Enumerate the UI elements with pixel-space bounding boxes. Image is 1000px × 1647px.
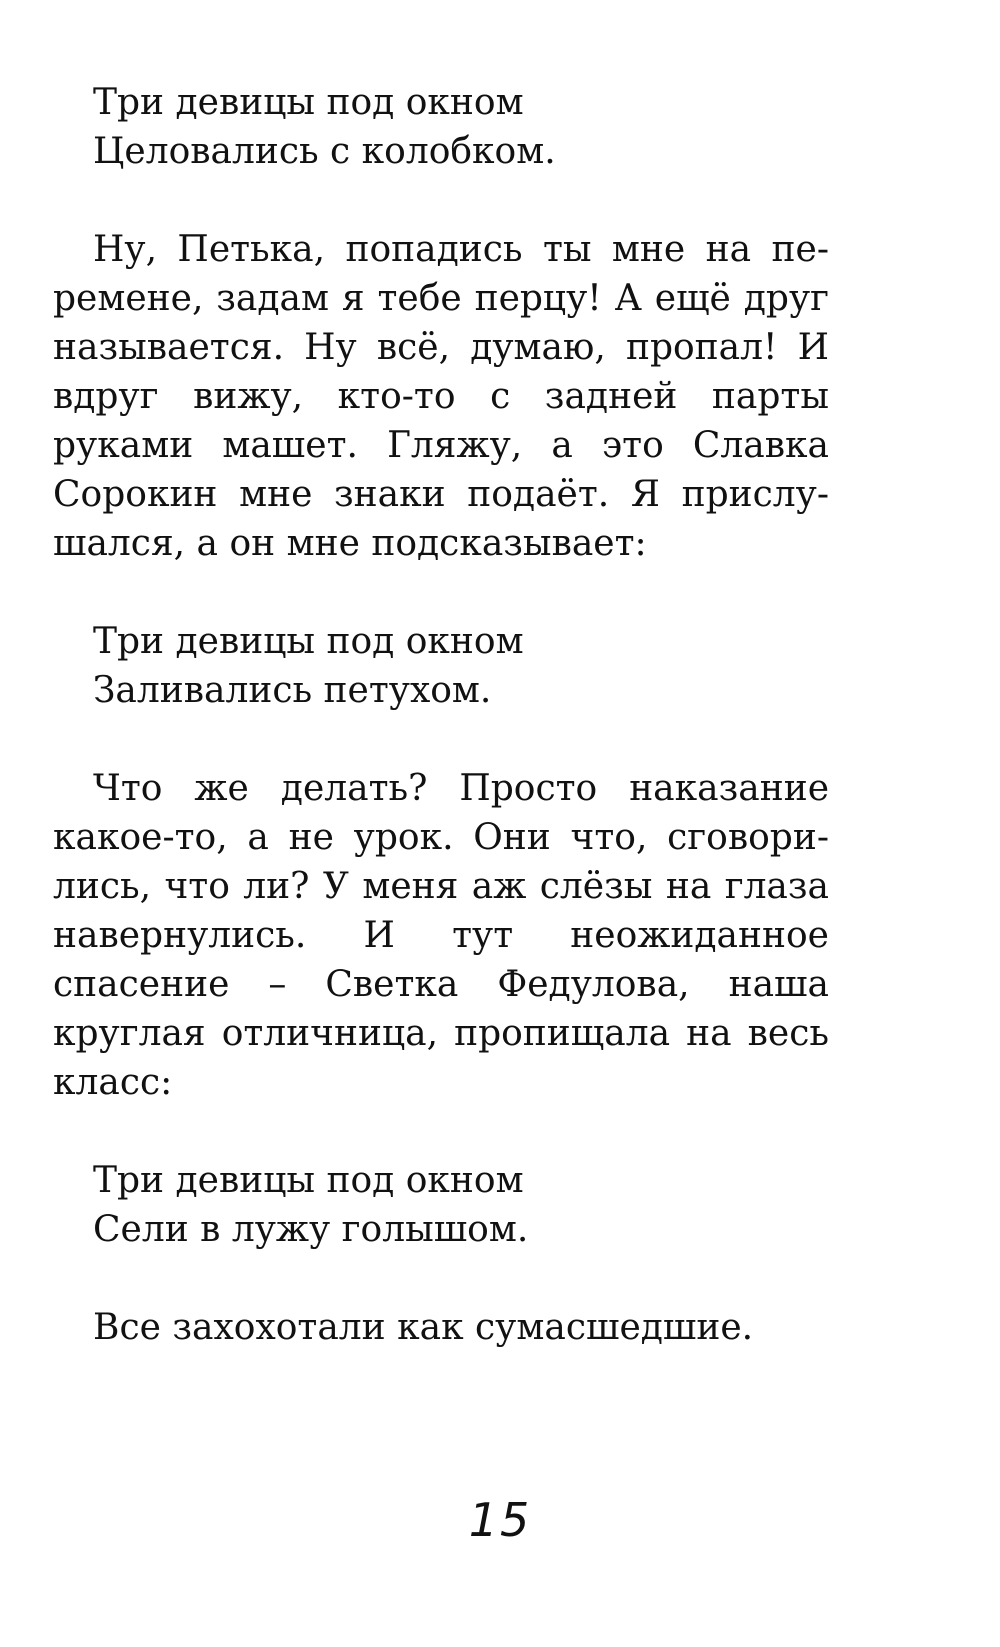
page-number: 15 <box>468 1493 532 1547</box>
closing-sentence: Все захохотали как сумасшедшие. <box>93 1307 754 1348</box>
stanza-gap <box>53 568 829 617</box>
page-text <box>53 78 829 1352</box>
verse-line: Три девицы под окном <box>93 82 524 123</box>
stanza-gap <box>53 715 829 764</box>
verse-line: Три девицы под окном <box>93 621 524 662</box>
stanza-gap <box>53 1254 829 1303</box>
verse-line: Сели в лужу голышом. <box>93 1209 529 1250</box>
stanza-gap <box>53 176 829 225</box>
paragraph-1: Ну, Петька, попадись ты мне на перемене, задам я тебе перцу! А ещё друг называется. Ну всё, думаю, пропал! И вдруг вижу, кто-то с задней парты руками машет. Гляжу, а это Славка Сорокин мне знаки подаёт. Я прислушался, а он мне подсказывает: <box>53 229 829 564</box>
verse-3 <box>53 1156 829 1254</box>
verse-line: Три девицы под окном <box>93 1160 524 1201</box>
verse-line: Целовались с колобком. <box>93 131 556 172</box>
verse-1 <box>53 78 829 176</box>
verse-line: Заливались петухом. <box>93 670 492 711</box>
paragraph-2: Что же делать? Просто наказание какое-то, а не урок. Они что, сговорились, что ли? У меня аж слёзы на глаза навернулись. И тут неожиданное спасение – Светка Федулова, наша круглая отличница, пропищала на весь класс: <box>53 768 829 1103</box>
verse-2 <box>53 617 829 715</box>
closing-line <box>53 1303 829 1352</box>
stanza-gap <box>53 1107 829 1156</box>
